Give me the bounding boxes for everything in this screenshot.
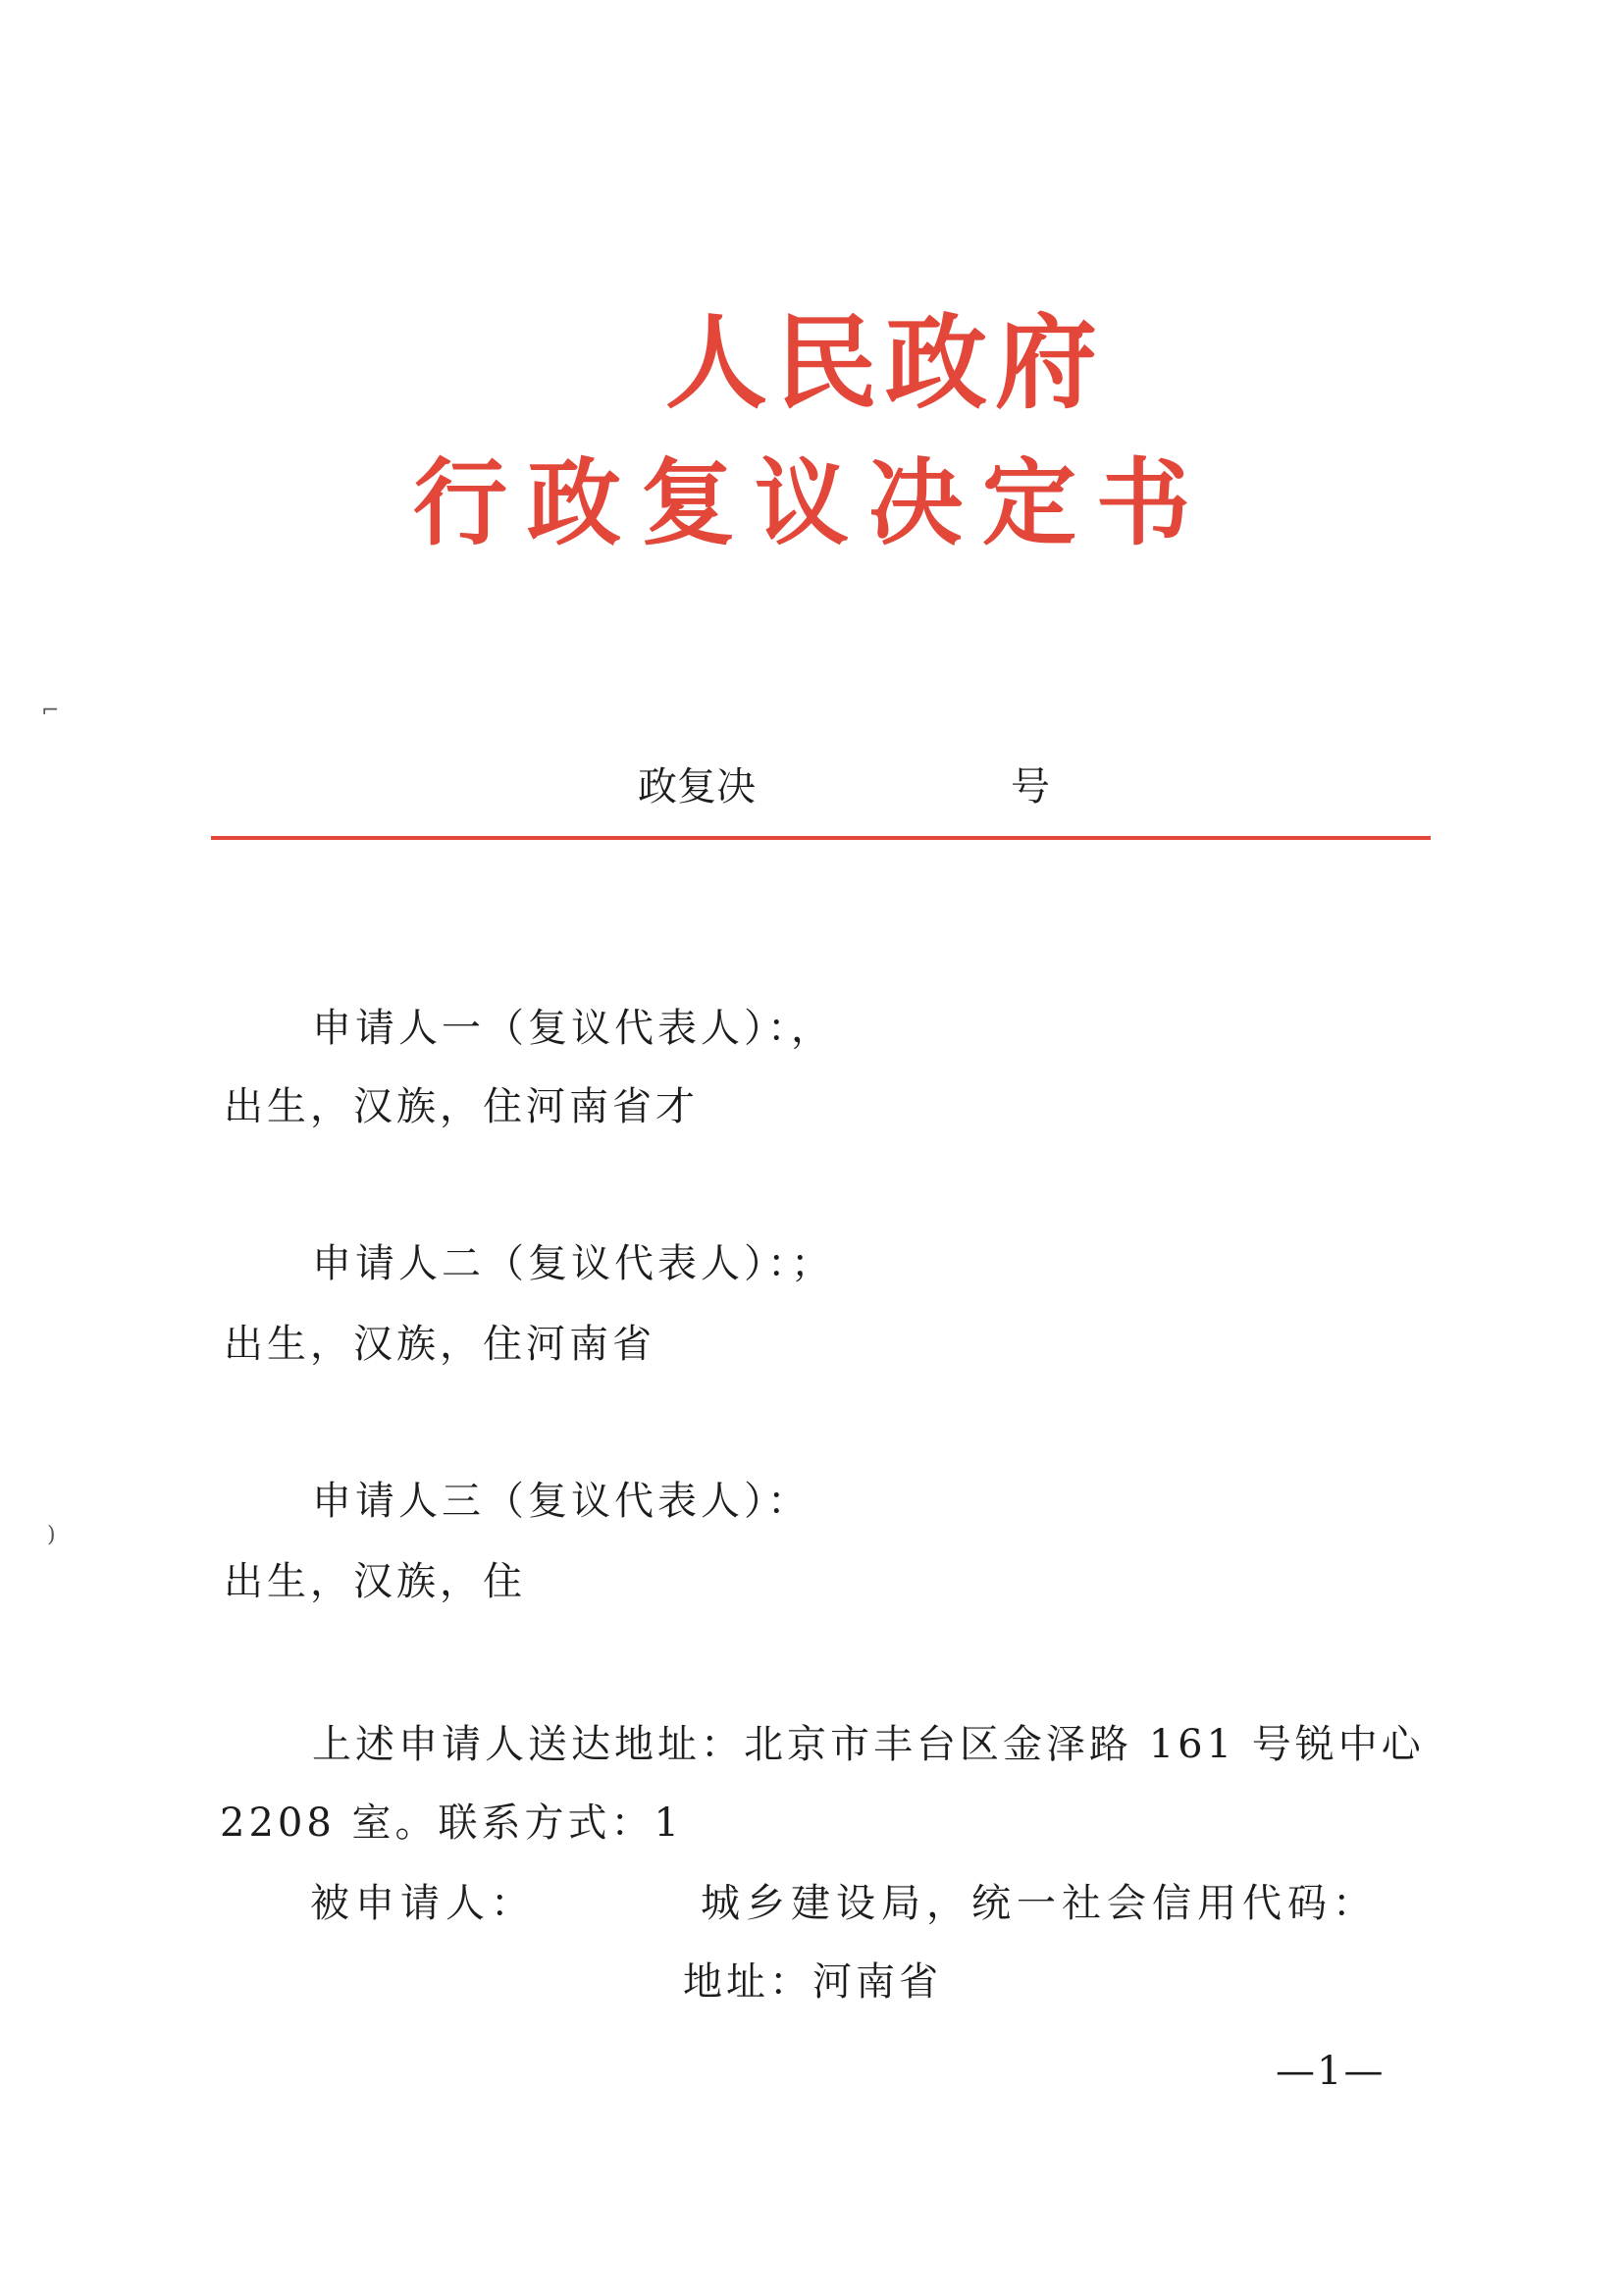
applicant-2-detail: 出生，汉族，住河南省 <box>224 1322 655 1367</box>
respondent-label: 被申请人： <box>310 1881 536 1926</box>
document-number-prefix: 政复决 <box>638 764 756 809</box>
document-number <box>638 756 1050 811</box>
applicant-3-title: 申请人三（复议代表人）： <box>312 1479 811 1524</box>
header-divider <box>211 836 1431 840</box>
respondent-address: 地址：河南省 <box>683 1959 942 2005</box>
service-address-line: 上述申请人送达地址：北京市丰台区金泽路 161 号锐中心 <box>312 1722 1425 1767</box>
applicant-2-title: 申请人二（复议代表人）： <box>312 1241 791 1286</box>
issuer-title: 人民政府 <box>664 302 1105 423</box>
applicant-1-title: 申请人一（复议代表人）： <box>312 1006 791 1051</box>
scan-mark: ⌐ <box>41 699 60 723</box>
scan-mark: ) <box>47 1523 56 1547</box>
document-type-title: 行政复议决定书 <box>413 447 1210 558</box>
document-number-suffix: 号 <box>1011 764 1050 809</box>
applicant-1-detail: 出生，汉族，住河南省 <box>224 1084 655 1129</box>
respondent-name: 城乡建设局，统一社会信用代码： <box>701 1881 1378 1926</box>
applicant-1-detail-line <box>224 1084 699 1129</box>
applicant-2-trail: ； <box>791 1241 834 1286</box>
applicant-2-title-line <box>312 1241 834 1286</box>
applicant-1-detail-trail: 才 <box>655 1084 699 1129</box>
applicant-1-trail: ， <box>791 1006 834 1051</box>
applicant-3-detail: 出生，汉族，住 <box>224 1559 526 1604</box>
applicant-1-title-line <box>312 1006 834 1051</box>
contact-line: 2208 室。联系方式：1 <box>220 1800 683 1846</box>
page-number: —1— <box>1276 2049 1386 2094</box>
